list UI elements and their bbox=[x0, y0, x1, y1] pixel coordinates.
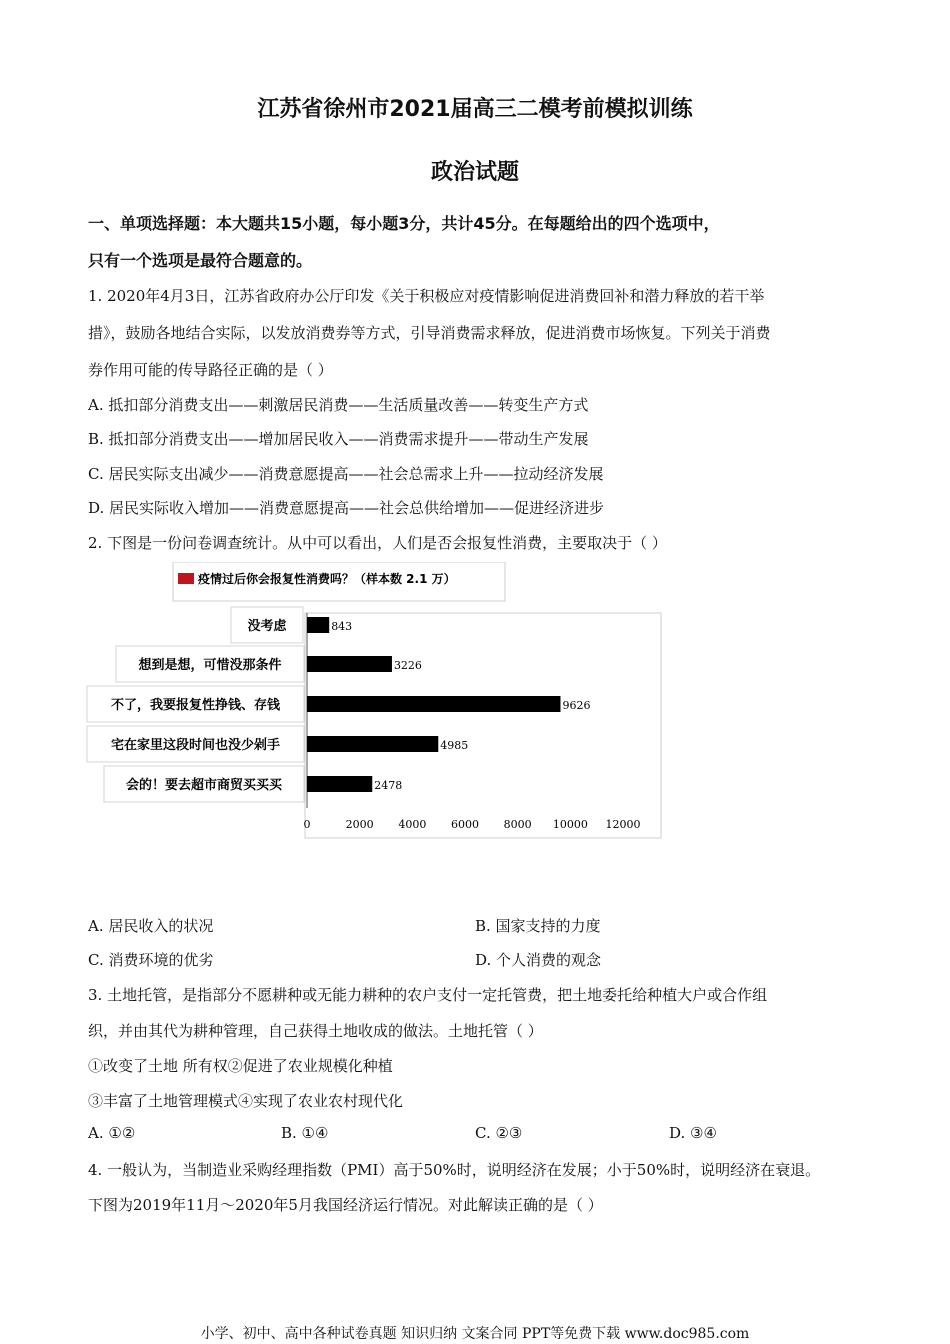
x-tick-label: 6000 bbox=[451, 818, 479, 831]
page-footer: 小学、初中、高中各种试卷真题 知识归纳 文案合同 PPT等免费下载 www.doc985.com bbox=[200, 1326, 750, 1342]
q3-option-b: B. ①④ bbox=[281, 1124, 329, 1142]
bar bbox=[307, 617, 329, 633]
x-tick-label: 10000 bbox=[552, 818, 588, 831]
q3-option-a: A. ①② bbox=[88, 1124, 136, 1142]
bar-value-label: 2478 bbox=[374, 779, 403, 792]
q3-option-c: C. ②③ bbox=[475, 1124, 523, 1142]
q3-stem-line2: 织，并由其代为耕种管理，自己获得土地收成的做法。土地托管（ ） bbox=[88, 1022, 543, 1040]
x-tick-label: 12000 bbox=[605, 818, 641, 831]
q1-option-d: D. 居民实际收入增加——消费意愿提高——社会总供给增加——促进经济进步 bbox=[88, 499, 605, 517]
q4-stem-line2: 下图为2019年11月～2020年5月我国经济运行情况。对此解读正确的是（ ） bbox=[88, 1196, 603, 1214]
q1-stem-line3: 券作用可能的传导路径正确的是（ ） bbox=[88, 361, 333, 379]
q3-statements-line1: ①改变了土地 所有权②促进了农业规模化种植 bbox=[88, 1057, 393, 1075]
exam-subtitle: 政治试题 bbox=[430, 160, 519, 185]
bar bbox=[307, 656, 392, 672]
chart-title: 疫情过后你会报复性消费吗？（样本数 2.1 万） bbox=[198, 572, 456, 586]
q3-option-d: D. ③④ bbox=[669, 1124, 717, 1142]
bar-value-label: 3226 bbox=[393, 659, 422, 672]
category-label: 不了，我要报复性挣钱、存钱 bbox=[110, 698, 281, 713]
q1-stem-line2: 措》，鼓励各地结合实际，以发放消费券等方式，引导消费需求释放，促进消费市场恢复。下列关于消费 bbox=[88, 324, 771, 342]
chart-title-marker bbox=[178, 573, 194, 584]
q1-option-c: C. 居民实际支出减少——消费意愿提高——社会总需求上升——拉动经济发展 bbox=[88, 465, 604, 483]
q2-option-b: B. 国家支持的力度 bbox=[475, 917, 601, 935]
q1-option-a: A. 抵扣部分消费支出——刺激居民消费——生活质量改善——转变生产方式 bbox=[88, 396, 589, 414]
section-heading-line2: 只有一个选项是最符合题意的。 bbox=[88, 251, 313, 270]
x-tick-label: 4000 bbox=[398, 818, 427, 831]
bar bbox=[307, 776, 372, 792]
category-labels bbox=[87, 607, 304, 802]
category-label: 宅在家里这段时间也没少剁手 bbox=[110, 738, 281, 753]
bar bbox=[307, 696, 560, 712]
plot-frame bbox=[305, 613, 661, 838]
section-heading-line1: 一、单项选择题：本大题共15小题，每小题3分，共计45分。在每题给出的四个选项中， bbox=[88, 214, 720, 233]
q2-option-a: A. 居民收入的状况 bbox=[88, 917, 214, 935]
x-tick-label: 8000 bbox=[503, 818, 532, 831]
x-tick-label: 2000 bbox=[345, 818, 374, 831]
bar-value-label: 843 bbox=[331, 620, 353, 633]
q4-stem-line1: 4. 一般认为，当制造业采购经理指数（PMI）高于50%时，说明经济在发展；小于50%时，说明经济在衰退。 bbox=[88, 1161, 821, 1179]
q1-option-b: B. 抵扣部分消费支出——增加居民收入——消费需求提升——带动生产发展 bbox=[88, 430, 589, 448]
exam-title: 江苏省徐州市2021届高三二模考前模拟训练 bbox=[257, 97, 693, 122]
bar-value-label: 4985 bbox=[440, 739, 469, 752]
q3-statements-line2: ③丰富了土地管理模式④实现了农业农村现代化 bbox=[88, 1092, 404, 1110]
category-label: 想到是想，可惜没那条件 bbox=[138, 658, 282, 673]
category-label: 会的！要去超市商贸买买买 bbox=[125, 778, 283, 793]
survey-bar-chart bbox=[86, 562, 676, 844]
bar bbox=[307, 736, 438, 752]
category-label: 没考虑 bbox=[247, 619, 287, 634]
x-tick-label: 0 bbox=[303, 818, 311, 831]
q2-option-d: D. 个人消费的观念 bbox=[475, 951, 602, 969]
q2-option-c: C. 消费环境的优劣 bbox=[88, 951, 214, 969]
q2-stem: 2. 下图是一份问卷调查统计。从中可以看出，人们是否会报复性消费，主要取决于（ ） bbox=[88, 534, 667, 552]
q1-stem-line1: 1. 2020年4月3日，江苏省政府办公厅印发《关于积极应对疫情影响促进消费回补和潜力释放的若干举 bbox=[88, 287, 765, 305]
q3-stem-line1: 3. 土地托管，是指部分不愿耕种或无能力耕种的农户支付一定托管费，把土地委托给种植大户或合作组 bbox=[88, 986, 768, 1004]
bar-value-label: 9626 bbox=[562, 699, 591, 712]
